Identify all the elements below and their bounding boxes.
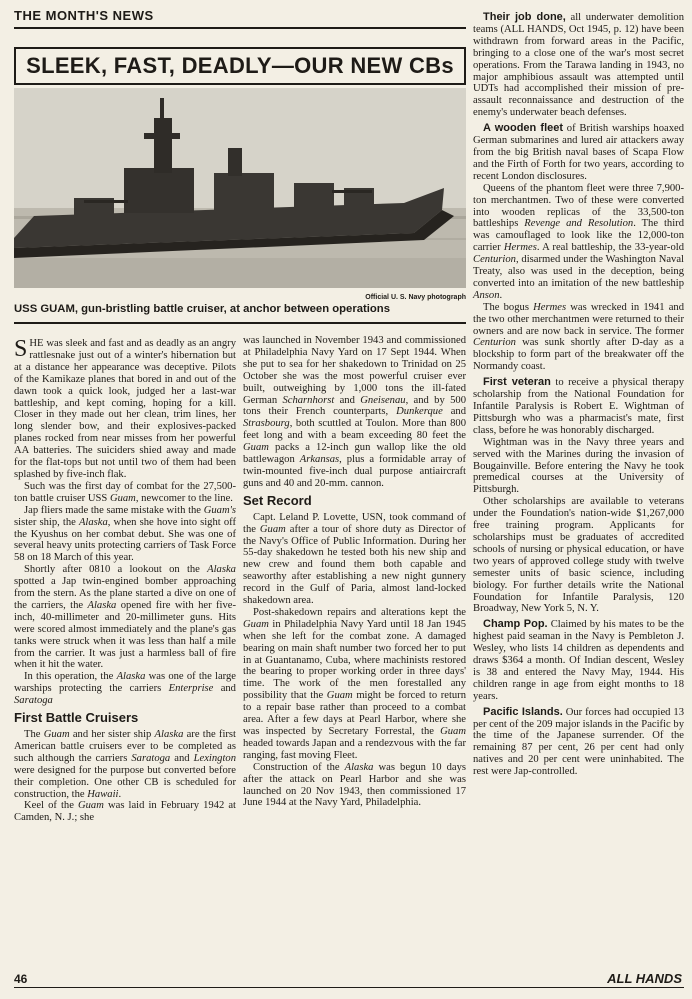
article-title: SLEEK, FAST, DEADLY—OUR NEW CBs [26,53,454,78]
paragraph: Champ Pop. Claimed by his mates to be the highest paid seaman in the Navy is Pembleton J. Wesley, who lists 14 children as dependents and draws $364 a month. Of Indian descent, Wesley is 38 and entered the Navy May, 1944. His children range in age from eight months to 18 years. [473,618,684,702]
paragraph: A wooden fleet of British warships hoaxed German submarines and lured air attackers away from the big British naval bases of Scapa Flow and the Firth of Forth for two years, according to recent London disclosures. [473,122,684,182]
paragraph: The Guam and her sister ship Alaska are the first American battle cruisers ever to be completed as such although the carriers Saratoga and Lexington were designed for the purpose but converted before their completion. One other CB is scheduled for construction, the Hawaii. [14,729,236,800]
section-heading: Set Record [243,492,312,508]
magazine-name: ALL HANDS [607,971,682,986]
paragraph: First veteran to receive a physical therapy scholarship from the National Foundation for Infantile Paralysis is Robert E. Wightman of Pittsburgh who was a pharmacist's mate, first class, before he was honorably discharged. [473,376,685,436]
paragraph: Jap fliers made the same mistake with the Guam's sister ship, the Alaska, when she hove into sight off the Kyushus on her combat debut. She was one of several heavy units protecting carriers of Task Force 58 on 18 March of this year. [14,504,236,564]
paragraph: Shortly after 0810 a lookout on the Alaska spotted a Jap twin-engined bomber approaching from the stern. As the plane started a dive on one of the carriers, the Alaska opened fire with her five-inch, 40-millimeter and 20-millimeter guns. Hits were scored almost immediately and the plane's gas tanks were struck when it was less than half a mile from the carrier. It was just a harmless ball of fire when it hit the water. [14,564,236,671]
column-3 [473,12,684,778]
column-2 [243,335,466,809]
column-1 [14,338,236,824]
page-number: 46 [14,972,28,986]
drop-cap: S [14,336,28,362]
paragraph: Such was the first day of combat for the 27,500-ton battle cruiser USS Guam, newcomer to the line. [14,480,236,504]
paragraph: SHE was sleek and fast and as deadly as an angry rattlesnake just out of a winter's hibernation but at a distance her appearance was deceptive. Pilots of the Kamikaze planes that bored in and out of the dawn took a quick look, judged her a last-war battleship, and kept coming, hoping for a kill. Closer in they made out her clean, trim lines, her long slender bow, and their explosives-packed planes rocked from near misses from her powerful AA batteries. The suiciders shied away and made for the flat-tops but not until two of them had been splashed by five-inch flak. [14,336,236,480]
section-heading: First Battle Cruisers [14,710,139,726]
paragraph: Other scholarships are available to veterans under the Foundation's nation-wide $1,267,000 free training program. Applicants for scholarships must be graduates of accredited schools of nursing or physical education, or have two years of approved college study with twelve semester units of basic science, including biology. For further details write the National Foundation for Infantile Paralysis, 120 Broadway, New York 5, N. Y. [473,496,684,615]
photo-credit: Official U. S. Navy photograph [365,294,466,301]
paragraph: Pacific Islands. Our forces had occupied 13 per cent of the 209 major islands in the Pacific by the time of the Japanese surrender. Of the remaining 87 per cent, 26 per cent had only natives and 20 per cent were uninhabited. The rest were Jap-controlled. [473,705,684,778]
paragraph: Keel of the Guam was laid in February 1942 at Camden, N. J.; she [14,800,236,824]
paragraph: Construction of the Alaska was begun 10 days after the attack on Pearl Harbor and she was launched on 20 Nov 1943, then commissioned 17 June 1944 at the Navy Yard, Philadelphia. [243,761,467,809]
battle-cruiser-illustration [14,88,466,288]
paragraph: Post-shakedown repairs and alterations kept the Guam in Philadelphia Navy Yard until 18 Jan 1945 when she left for the combat zone. A damaged bearing on main shaft number two forced her to put in at Guantanamo, Cuba, where machinists restored the bearing to proper working order in three days' time. The work of the men forestalled any possibility that the Guam might be forced to return to a repair base rather than proceed to a combat area. After a few days at Pearl Harbor, where she was inspected by Secretary Forrestal, the Guam headed towards Japan and a rendezvous with the far ranging, fast moving Fleet. [243,606,467,761]
paragraph: The bogus Hermes was wrecked in 1941 and the two other merchantmen were returned to their owners and are now back in service. The former Centurion was sunk shortly after D-day as a blockship to form part of the breakwater off the Normandy coast. [473,301,684,373]
footer-rule [14,987,684,988]
ship-photo [14,88,466,288]
header-rule [14,27,466,29]
paragraph: Queens of the phantom fleet were three 7,900-ton merchantmen. Two of these were converted into wooden replicas of the 33,500-ton battleships Revenge and Resolution. The third was camouflaged to look like the 12,000-ton carrier Hermes. A real battleship, the 33-year-old Centurion, disarmed under the Washington Naval Treaty, also was used in the deception, being converted into an imitation of the new battleship Anson. [473,182,684,301]
caption-rule [14,322,466,324]
title-box [14,47,466,85]
paragraph: Capt. Leland P. Lovette, USN, took command of the Guam after a tour of shore duty as Director of the Navy's Office of Public Information. During her 55-day shakedown he tested both his new ship and new crew and found them both capable and seaworthy after establishing a new night gunnery record in the Gulf of Paria, almost land-locked shakedown area. [243,511,467,607]
section-header: THE MONTH'S NEWS [14,8,154,23]
paragraph: In this operation, the Alaska was one of the large warships protecting the carriers Enterprise and Saratoga [14,671,236,707]
paragraph: was launched in November 1943 and commissioned at Philadelphia Navy Yard on 17 Sept 1944. When she put to sea for her shakedown to Trinidad on 25 October she was the most powerful cruiser ever built, outweighing by 1,000 tons the ill-fated German Scharnhorst and Gneisenau, and by 500 tons their French counterparts, Dunkerque and Strasbourg, both scuttled at Toulon. More than 800 feet long and with a beam exceeding 80 feet the Guam packs a 12-inch gun wallop like the old battlewagon Arkansas, plus a formidable array of twin-mounted five-inch dual purpose antiaircraft guns and 40 and 20-mm. cannon. [243,335,466,489]
paragraph: Wightman was in the Navy three years and served with the Marines during the invasion of Bougainville. Before entering the Navy he took premedical courses at the University of Pittsburgh. [473,436,684,496]
photo-caption: USS GUAM, gun-bristling battle cruiser, at anchor between operations [14,303,390,315]
paragraph: Their job done, all underwater demolition teams (ALL HANDS, Oct 1945, p. 12) have been withdrawn from forward areas in the Pacific, bringing to a close one of the war's most secret operations. From the Tarawa landing in 1943, no major amphibious assault was attempted until UDTs had accomplished their mission of pre-assault reconnaissance and destruction of the enemy's underwater beach defenses. [473,11,684,119]
